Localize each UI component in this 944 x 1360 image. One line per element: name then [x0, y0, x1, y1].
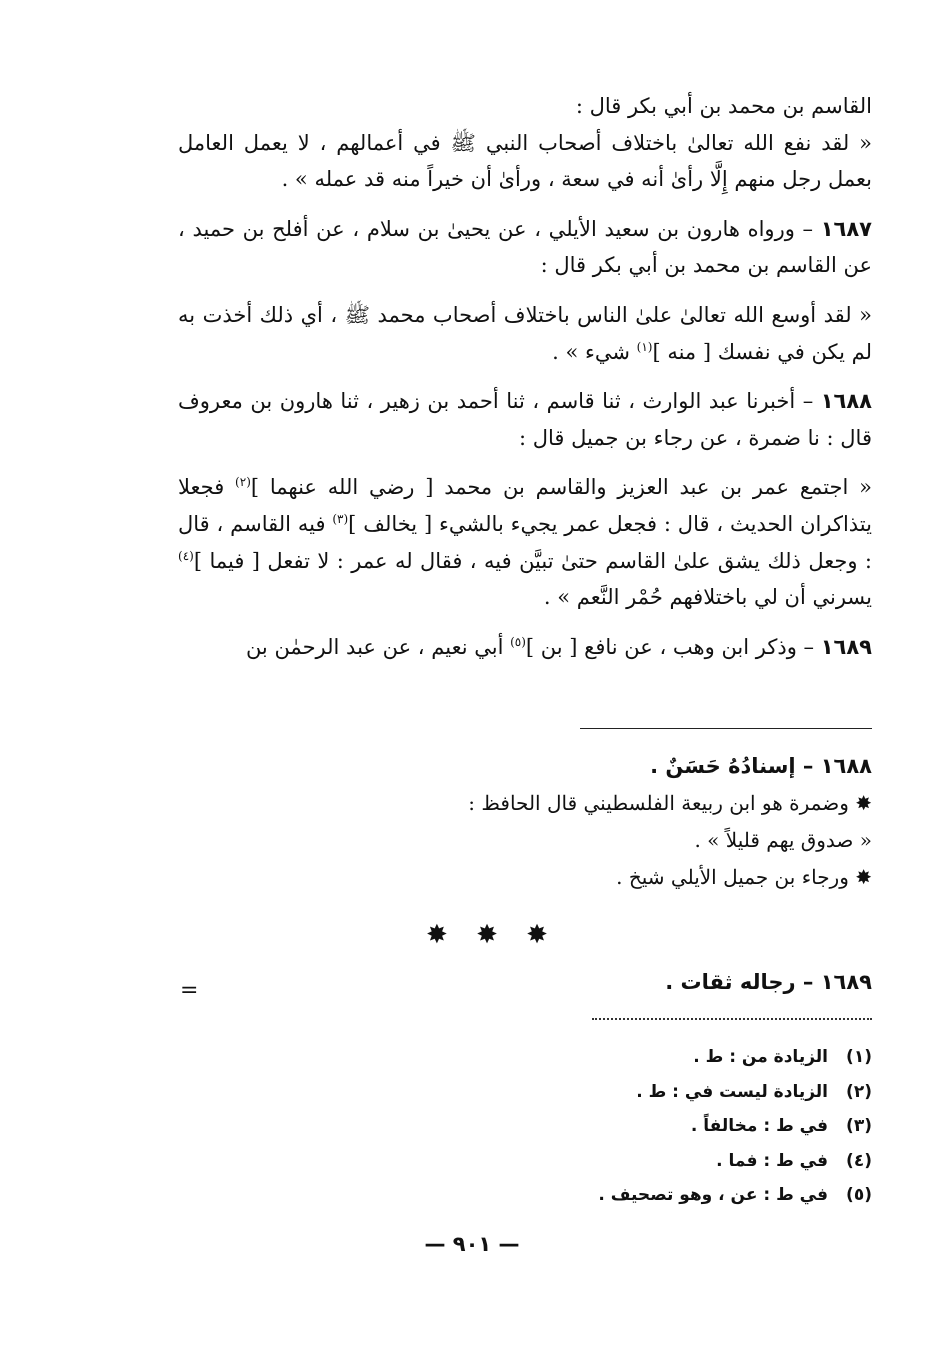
star-bullet-icon: ✸ — [855, 865, 872, 889]
commentary-heading: ١٦٨٨ – إسنادُهُ حَسَنٌ . — [650, 754, 872, 778]
quote-paragraph: « لقد نفع الله تعالىٰ باختلاف أصحاب النبي ﷺ في أعمالهم ، لا يعمل العامل بعمل رجل منهم إِلَّا رأىٰ أنه في سعة ، ورأىٰ أن خيراً منه قد عمله » . — [178, 130, 872, 192]
commentary-text: وضمرة هو ابن ربيعة الفلسطيني قال الحافظ : — [468, 791, 849, 815]
section-divider — [580, 728, 872, 729]
footnote-text: في ط : مخالفاً . — [690, 1116, 828, 1136]
footnote-divider — [592, 1018, 872, 1020]
footnote-text: في ط : فما . — [716, 1150, 828, 1171]
commentary-text: ورجاء بن جميل الأيلي شيخ . — [616, 865, 849, 889]
paragraph: القاسم بن محمد بن أبي بكر قال : — [575, 94, 872, 118]
hadith-1687 — [178, 211, 872, 284]
footnote-text: الزيادة من : ط . — [693, 1047, 828, 1067]
commentary-line — [178, 859, 872, 896]
main-text — [178, 88, 872, 665]
quote-text: « لقد أوسع الله تعالىٰ علىٰ الناس باختلاف أصحاب محمد ﷺ ، أي ذلك أخذت به لم يكن في نفسك [ منه ] — [178, 302, 872, 364]
footnote-number: (٣) — [846, 1116, 872, 1136]
commentary-quote: « صدوق يهم قليلاً » . — [694, 828, 872, 852]
footnote-number: (٢) — [846, 1081, 872, 1102]
commentary — [178, 748, 872, 896]
commentary-line — [178, 785, 872, 822]
footnote — [512, 1040, 872, 1075]
hadith-number: ١٦٨٩ — [820, 634, 872, 659]
footnote-text: الزيادة ليست في : ط . — [636, 1081, 828, 1102]
footnote — [512, 1178, 872, 1213]
hadith-text: – وذكر ابن وهب ، عن نافع [ بن ] — [525, 634, 821, 659]
footnote — [512, 1075, 872, 1110]
page-number: — ٩٠١ — — [424, 1232, 520, 1256]
hadith-text: – أخبرنا عبد الوارث ، ثنا قاسم ، ثنا أحمد بن زهير ، ثنا هارون بن معروف قال : نا ضمرة ، عن رجاء بن جميل قال : — [178, 389, 872, 450]
star-bullet-icon: ✸ — [855, 791, 872, 815]
footnote-ref: (١) — [636, 339, 653, 354]
quote-text: فيه القاسم ، قال : وجعل ذلك يشق علىٰ القاسم حتىٰ تبيَّن فيه ، فقال له عمر : لا تفعل [ فيما ] — [178, 511, 872, 573]
hadith-1689 — [178, 629, 872, 666]
footnote-number: (١) — [846, 1047, 872, 1067]
footnote-number: (٥) — [846, 1185, 872, 1205]
footnote-ref: (٢) — [235, 475, 251, 490]
quote-text: « اجتمع عمر بن عبد العزيز والقاسم بن محمد [ رضي الله عنهما ] — [250, 475, 872, 500]
hadith-1688 — [178, 383, 872, 456]
commentary-heading: ١٦٨٩ – رجاله ثقات . — [665, 970, 872, 994]
stars-separator-icon: ✸ ✸ ✸ — [426, 920, 558, 950]
footnote — [512, 1109, 872, 1144]
footnote-ref: (٤) — [178, 548, 194, 563]
hadith-text: – ورواه هارون بن سعيد الأيلي ، عن يحيىٰ بن سلام ، عن أفلح بن حميد ، عن القاسم بن محمد بن أبي بكر قال : — [178, 216, 872, 278]
footnote-number: (٤) — [846, 1150, 872, 1171]
hadith-text: أبي نعيم ، عن عبد الرحمٰن بن — [245, 634, 511, 659]
footnote-ref: (٣) — [332, 511, 349, 526]
quote-paragraph — [178, 469, 872, 615]
footnotes — [512, 1040, 872, 1213]
quote-text: فجعلا يتذاكران الحديث ، قال : فجعل عمر يجيء بالشيء [ يخالف ] — [178, 475, 872, 536]
quote-text: يسرني أن لي باختلافهم حُمْر النَّعم » . — [543, 585, 872, 610]
hadith-number: ١٦٨٧ — [820, 216, 872, 241]
quote-paragraph — [178, 297, 872, 370]
footnote-text: في ط : عن ، وهو تصحيف . — [598, 1185, 828, 1205]
continuation-mark: = — [180, 978, 199, 1003]
hadith-number: ١٦٨٨ — [820, 389, 872, 414]
footnote-ref: (٥) — [510, 634, 526, 649]
quote-text: شيء » . — [552, 339, 637, 364]
footnote — [512, 1144, 872, 1179]
